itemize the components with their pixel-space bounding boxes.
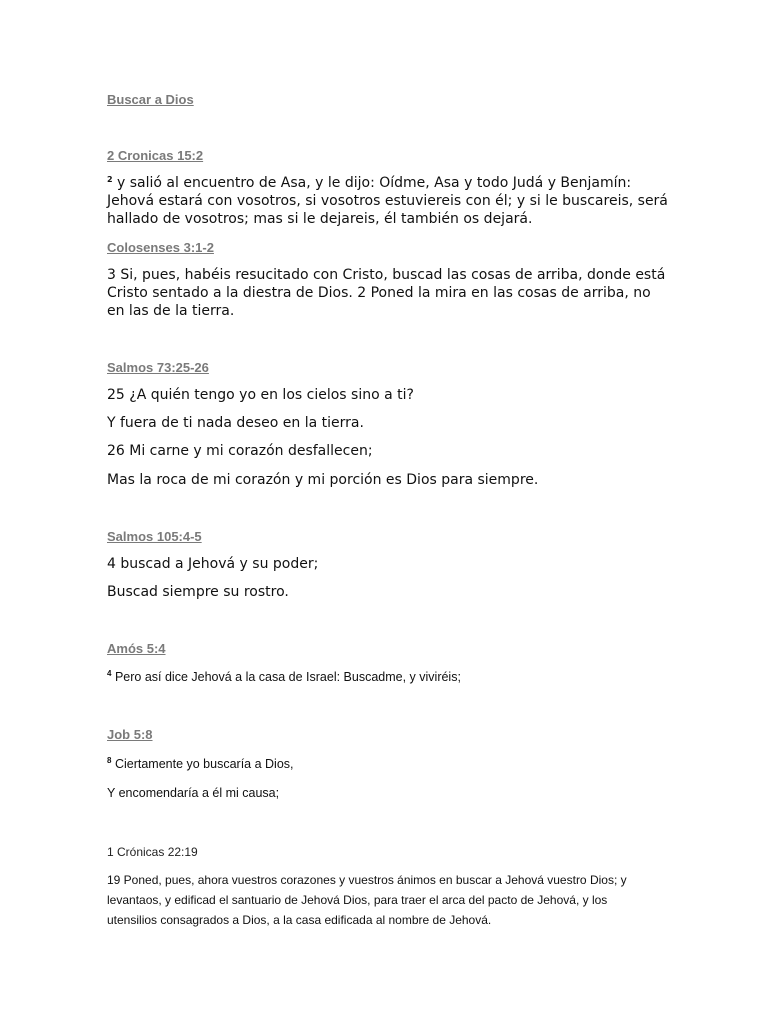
verse-line: Buscad siempre su rostro.: [107, 584, 289, 600]
verse-line: utensilios consagrados a Dios, a la casa edificada al nombre de Jehová.: [107, 913, 492, 927]
reference-heading-colosenses: Colosenses 3:1-2: [107, 240, 214, 255]
verse-line: 3 Si, pues, habéis resucitado con Cristo, buscad las cosas de arriba, donde está: [107, 267, 666, 283]
verse-line: [107, 756, 294, 772]
verse-line: 25 ¿A quién tengo yo en los cielos sino a ti?: [107, 387, 414, 403]
document-title: Buscar a Dios: [107, 92, 194, 107]
verse-text: Ciertamente yo buscaría a Dios,: [114, 757, 294, 771]
reference-heading-job: Job 5:8: [107, 727, 153, 742]
reference-heading-amos: Amós 5:4: [107, 641, 166, 656]
verse-line: Jehová estará con vosotros, si vosotros estuviereis con él; y si le buscareis, será: [107, 193, 668, 209]
verse-number: 8: [107, 756, 112, 765]
verse-text: Pero así dice Jehová a la casa de Israel: Buscadme, y viviréis;: [114, 670, 461, 684]
verse-number: 2: [107, 175, 113, 184]
verse-line: Y fuera de ti nada deseo en la tierra.: [107, 415, 364, 431]
verse-number: 4: [107, 669, 112, 678]
verse-line: en las de la tierra.: [107, 303, 235, 319]
verse-line: Y encomendaría a él mi causa;: [107, 786, 280, 800]
verse-line: hallado de vosotros; mas si le dejareis, él también os dejará.: [107, 211, 533, 227]
reference-heading-salmos-105: Salmos 105:4-5: [107, 529, 202, 544]
reference-heading-1-cronicas: 1 Crónicas 22:19: [107, 845, 198, 859]
verse-line: 4 buscad a Jehová y su poder;: [107, 556, 319, 572]
verse-line: 26 Mi carne y mi corazón desfallecen;: [107, 443, 373, 459]
reference-heading-salmos-73: Salmos 73:25-26: [107, 360, 209, 375]
verse-line: [107, 669, 461, 685]
verse-line: Cristo sentado a la diestra de Dios. 2 Poned la mira en las cosas de arriba, no: [107, 285, 651, 301]
verse-line: levantaos, y edificad el santuario de Jehová Dios, para traer el arca del pacto de Jehová, y los: [107, 893, 608, 907]
verse-line: 19 Poned, pues, ahora vuestros corazones y vuestros ánimos en buscar a Jehová vuestro Dios; y: [107, 873, 627, 887]
reference-heading-2-cronicas: 2 Cronicas 15:2: [107, 148, 204, 163]
verse-line: [107, 174, 667, 192]
verse-line: Mas la roca de mi corazón y mi porción es Dios para siempre.: [107, 472, 539, 488]
verse-text: y salió al encuentro de Asa, y le dijo: Oídme, Asa y todo Judá y Benjamín:: [117, 175, 632, 191]
